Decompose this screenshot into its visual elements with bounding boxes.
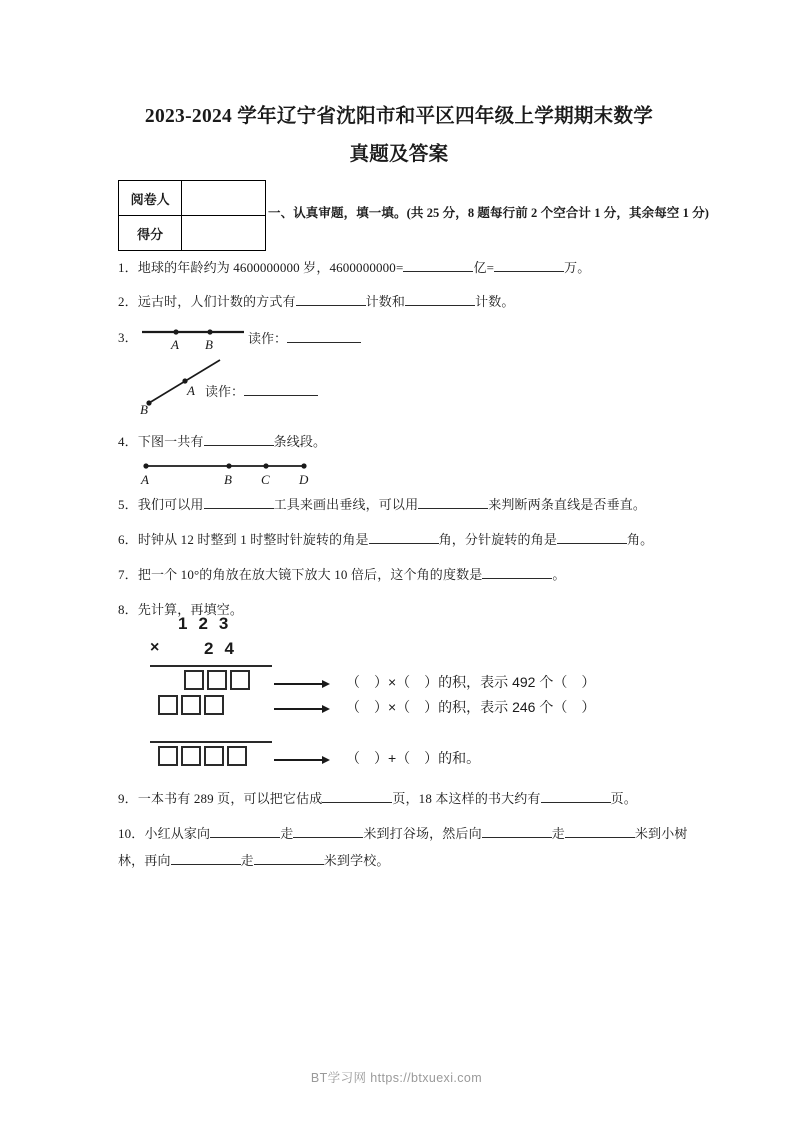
question-7-text-b: 。 xyxy=(552,567,566,582)
question-10-line2-text-c: 米到学校。 xyxy=(323,853,390,868)
partial-product-row-2 xyxy=(158,695,224,715)
grader-value-cell[interactable] xyxy=(182,181,266,216)
title-line-1: 2023-2024 学年辽宁省沈阳市和平区四年级上学期期末数学 xyxy=(144,106,654,127)
question-3-blank-2[interactable] xyxy=(244,395,318,396)
question-10-line2-text-a: 林，再向 xyxy=(118,853,171,868)
question-2-blank-2[interactable] xyxy=(405,305,475,306)
question-6-text-b: 角，分针旋转的角是 xyxy=(438,532,557,547)
question-1-blank-2[interactable] xyxy=(494,271,564,272)
question-9-text-c: 页。 xyxy=(610,791,637,806)
page-title xyxy=(110,98,688,174)
svg-text:A: A xyxy=(141,472,149,487)
question-10-number: 10． xyxy=(118,826,145,841)
vertical-multiplication-diagram xyxy=(150,614,596,779)
question-5-blank-1[interactable] xyxy=(204,508,274,509)
question-10-line2-text-b: 走 xyxy=(240,853,254,868)
question-10-text-d: 走 xyxy=(551,826,565,841)
question-10-line-2 xyxy=(118,851,390,871)
question-5-number: 5． xyxy=(118,497,138,512)
question-5-text-c: 来判断两条直线是否垂直。 xyxy=(488,497,647,512)
question-10 xyxy=(118,824,688,844)
question-8-explain-2: （ ）×（ ）的积，表示 246 个（ ） xyxy=(346,699,596,715)
question-10-text-b: 走 xyxy=(280,826,294,841)
svg-text:B: B xyxy=(224,472,232,487)
question-5-blank-2[interactable] xyxy=(418,508,488,509)
question-1-text-a: 地球的年龄约为 4600000000 岁，4600000000= xyxy=(137,260,404,275)
question-3-read-label-1 xyxy=(248,328,361,347)
question-6 xyxy=(118,530,653,550)
multiplication-rule-top xyxy=(150,665,272,667)
multiplier-digits: 24 xyxy=(204,639,245,658)
question-2-text-a: 远古时，人们计数的方式有 xyxy=(137,294,296,309)
answer-box[interactable] xyxy=(184,670,204,690)
question-7 xyxy=(118,565,566,585)
table-row xyxy=(119,216,266,251)
question-7-number: 7． xyxy=(118,567,138,582)
multiplicand-digits: 123 xyxy=(178,614,240,633)
question-10-blank-4[interactable] xyxy=(565,837,635,838)
question-3-number: 3． xyxy=(118,330,138,345)
question-9-text-b: 页，18 本这样的书大约有 xyxy=(392,791,541,806)
question-10-blank-1[interactable] xyxy=(210,837,280,838)
question-6-blank-1[interactable] xyxy=(369,543,439,544)
grader-label: 阅卷人 xyxy=(119,181,182,216)
answer-box[interactable] xyxy=(158,695,178,715)
answer-box[interactable] xyxy=(181,746,201,766)
question-8-number: 8． xyxy=(118,602,138,617)
question-6-number: 6． xyxy=(118,532,138,547)
question-10-blank-6[interactable] xyxy=(254,864,324,865)
svg-text:B: B xyxy=(140,402,148,415)
read-label-1-text: 读作： xyxy=(248,331,288,346)
answer-box[interactable] xyxy=(158,746,178,766)
question-1-text-b: 亿= xyxy=(473,260,495,275)
question-4-text-a: 下图一共有 xyxy=(137,434,204,449)
question-7-text-a: 把一个 10°的角放在放大镜下放大 10 倍后，这个角的度数是 xyxy=(137,567,483,582)
score-value-cell[interactable] xyxy=(182,216,266,251)
arrow-icon xyxy=(274,676,330,686)
question-1-number: 1． xyxy=(118,260,138,275)
question-6-blank-2[interactable] xyxy=(557,543,627,544)
svg-text:D: D xyxy=(299,472,309,487)
question-2 xyxy=(118,292,515,312)
multiply-sign-icon: × xyxy=(150,639,160,656)
answer-box[interactable] xyxy=(227,746,247,766)
svg-text:A: A xyxy=(171,337,179,352)
question-10-text-e: 米到小树 xyxy=(634,826,688,841)
question-10-blank-3[interactable] xyxy=(482,837,552,838)
question-4-number: 4． xyxy=(118,434,138,449)
question-2-blank-1[interactable] xyxy=(296,305,366,306)
answer-box[interactable] xyxy=(204,746,224,766)
question-4-blank-1[interactable] xyxy=(204,445,274,446)
question-1-text-c: 万。 xyxy=(564,260,591,275)
question-10-blank-2[interactable] xyxy=(293,837,363,838)
svg-text:A: A xyxy=(187,383,195,398)
question-6-text-c: 角。 xyxy=(626,532,654,547)
question-3-read-label-2 xyxy=(205,381,318,400)
answer-box[interactable] xyxy=(230,670,250,690)
question-5 xyxy=(118,495,646,515)
footer-watermark: BT学习网 https://btxuexi.com xyxy=(310,1071,483,1085)
question-8-explain-3: （ ）+（ ）的和。 xyxy=(346,750,481,766)
score-table xyxy=(118,180,266,251)
partial-product-row-1 xyxy=(184,670,250,690)
question-4 xyxy=(118,432,326,452)
question-1 xyxy=(118,258,590,278)
total-product-row xyxy=(158,746,247,766)
question-5-text-b: 工具来画出垂线，可以用 xyxy=(273,497,419,512)
question-5-text-a: 我们可以用 xyxy=(137,497,204,512)
question-3 xyxy=(118,328,138,348)
question-7-blank-1[interactable] xyxy=(482,578,552,579)
question-10-blank-5[interactable] xyxy=(171,864,241,865)
question-2-text-b: 计数和 xyxy=(365,294,406,309)
svg-text:B: B xyxy=(205,337,213,352)
section-heading: 一、认真审题，填一填。(共 25 分，8 题每行前 2 个空合计 1 分，其余每空 1 分) xyxy=(268,206,710,220)
segment-figure-abcd xyxy=(140,458,320,495)
question-4-text-b: 条线段。 xyxy=(273,434,327,449)
question-2-number: 2． xyxy=(118,294,138,309)
read-label-2-text: 读作： xyxy=(205,384,245,399)
title-line-2: 真题及答案 xyxy=(349,144,449,165)
question-3-blank-1[interactable] xyxy=(287,342,361,343)
question-8-prompt: 先计算，再填空。 xyxy=(137,602,244,617)
answer-box[interactable] xyxy=(207,670,227,690)
question-10-text-c: 米到打谷场，然后向 xyxy=(363,826,482,841)
question-9-number: 9． xyxy=(118,791,138,806)
answer-box[interactable] xyxy=(204,695,224,715)
multiplication-rule-bottom xyxy=(150,741,272,743)
answer-box[interactable] xyxy=(181,695,201,715)
arrow-icon xyxy=(274,752,330,762)
svg-text:C: C xyxy=(261,472,270,487)
question-10-text-a: 小红从家向 xyxy=(144,826,211,841)
question-9-blank-2[interactable] xyxy=(541,802,611,803)
arrow-icon xyxy=(274,701,330,711)
question-6-text-a: 时钟从 12 时整到 1 时整时针旋转的角是 xyxy=(137,532,369,547)
question-2-text-c: 计数。 xyxy=(475,294,515,309)
question-9 xyxy=(118,789,637,809)
question-9-text-a: 一本书有 289 页，可以把它估成 xyxy=(137,791,323,806)
question-9-blank-1[interactable] xyxy=(322,802,392,803)
table-row xyxy=(119,181,266,216)
question-1-blank-1[interactable] xyxy=(403,271,473,272)
score-label: 得分 xyxy=(119,216,182,251)
question-8-explain-1: （ ）×（ ）的积，表示 492 个（ ） xyxy=(346,674,596,690)
